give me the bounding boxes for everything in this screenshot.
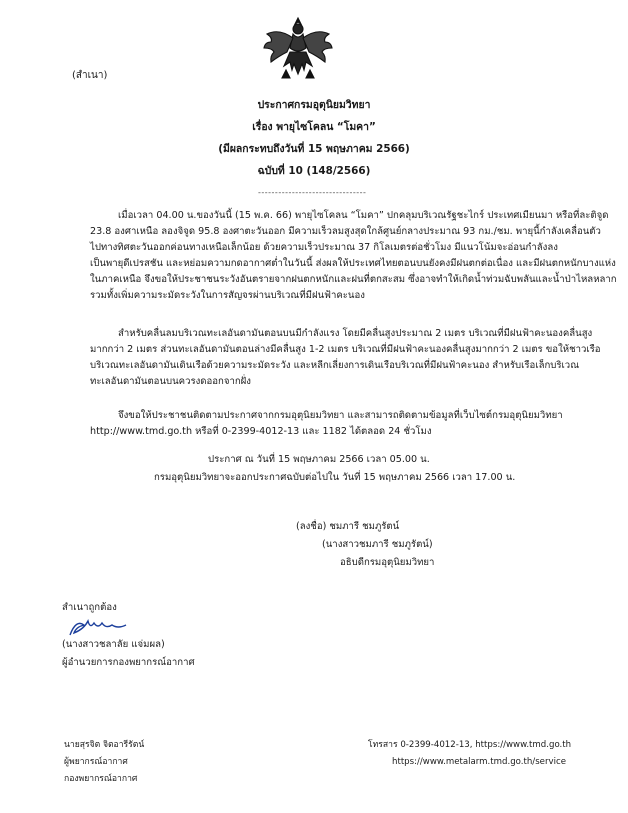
header-separator: -------------------------------- — [258, 188, 366, 197]
footer-fax-link[interactable]: โทรสาร 0-2399-4012-13, https://www.tmd.go.th — [368, 740, 572, 750]
text-line: http://www.tmd.go.th หรือที่ 0-2399-4012-13 และ 1182 ได้ตลอด 24 ชั่วโมง — [90, 426, 432, 437]
agency-title: ประกาศกรมอุตุนิยมวิทยา — [257, 99, 371, 111]
certifier-title: ผู้อำนวยการกองพยากรณ์อากาศ — [62, 657, 195, 668]
certifier-name: (นางสาวชลาลัย แจ่มผล) — [62, 639, 165, 650]
subject-title: เรื่อง พายุไซโคลน “โมคา” — [252, 121, 376, 133]
effective-date: (มีผลกระทบถึงวันที่ 15 พฤษภาคม 2566) — [218, 143, 410, 155]
text-line: ไปทางทิศตะวันออกค่อนทางเหนือเล็กน้อย ด้วยความเร็วประมาณ 37 กิโลเมตรต่อชั่วโมง มีแนวโน้มจะอ่อนกำลังลง — [90, 242, 558, 253]
paragraph-1 — [90, 208, 617, 304]
paragraph-2 — [90, 326, 601, 390]
copy-tag: (สำเนา) — [72, 70, 108, 81]
footer-title-2: กองพยากรณ์อากาศ — [64, 774, 138, 784]
text-line: ในภาคเหนือ จึงขอให้ประชาชนระวังอันตรายจากฝนตกหนักและฝนที่ตกสะสม ซึ่งอาจทำให้เกิดน้ำท่วมฉับพลันและน้ำป่าไหลหลาก — [90, 274, 617, 285]
signer-title: อธิบดีกรมอุตุนิยมวิทยา — [340, 557, 435, 568]
next-issue: กรมอุตุนิยมวิทยาจะออกประกาศฉบับต่อไปใน วันที่ 15 พฤษภาคม 2566 เวลา 17.00 น. — [154, 472, 516, 483]
announced-date: ประกาศ ณ วันที่ 15 พฤษภาคม 2566 เวลา 05.00 น. — [208, 454, 430, 465]
handwritten-signature-icon — [66, 617, 136, 639]
text-line: จึงขอให้ประชาชนติดตามประกาศจากกรมอุตุนิยมวิทยา และสามารถติดตามข้อมูลที่เว็บไซต์กรมอุตุนิยมวิทยา — [118, 410, 563, 421]
signer-name: (นางสาวชมภารี ชมภูรัตน์) — [322, 539, 433, 550]
footer-service-link[interactable]: https://www.metalarm.tmd.go.th/service — [392, 757, 566, 767]
text-line: สำหรับคลื่นลมบริเวณทะเลอันดามันตอนบนมีกำลังแรง โดยมีคลื่นสูงประมาณ 2 เมตร บริเวณที่มีฝนฟ้าคะนองคลื่นสูง — [118, 328, 593, 339]
text-line: บริเวณทะเลอันดามันเดินเรือด้วยความระมัดระวัง และหลีกเลี่ยงการเดินเรือบริเวณที่มีฝนฟ้าคะนอง สำหรับเรือเล็กบริเวณ — [90, 360, 580, 371]
issue-number: ฉบับที่ 10 (148/2566) — [257, 165, 371, 177]
text-line: รวมทั้งเพิ่มความระมัดระวังในการสัญจรผ่านบริเวณที่มีฝนฟ้าคะนอง — [90, 290, 365, 301]
certified-label: สำเนาถูกต้อง — [62, 602, 117, 613]
text-line: เป็นพายุดีเปรสชัน และหย่อมความกดอากาศต่ำในวันนี้ ส่งผลให้ประเทศไทยตอนบนยังคงมีฝนตกต่อเนื่อง และมีฝนตกหนักบางแห่ง — [90, 258, 616, 269]
signed-by: (ลงชื่อ) ชมภารี ชมภูรัตน์ — [296, 521, 400, 532]
text-line: มากกว่า 2 เมตร ส่วนทะเลอันดามันตอนล่างมีคลื่นสูง 1-2 เมตร บริเวณที่มีฝนฟ้าคะนองคลื่นสูงมากกว่า 2 เมตร ขอให้ชาวเรือ — [90, 344, 601, 355]
footer-title-1: ผู้พยากรณ์อากาศ — [64, 757, 128, 767]
paragraph-3 — [90, 408, 568, 440]
garuda-emblem-icon — [262, 14, 334, 84]
footer-name: นายสุรจิต จิตอารีรัตน์ — [64, 740, 145, 750]
text-line: 23.8 องศาเหนือ ลองจิจูด 95.8 องศาตะวันออก มีความเร็วลมสูงสุดใกล้ศูนย์กลางประมาณ 93 กม./ชม. พายุนี้กำลังเคลื่อนตัว — [90, 226, 601, 237]
text-line: ทะเลอันดามันตอนบนควรงดออกจากฝั่ง — [90, 376, 251, 387]
text-line: เมื่อเวลา 04.00 น.ของวันนี้ (15 พ.ค. 66) พายุไซโคลน “โมคา” ปกคลุมบริเวณรัฐชะไกร์ ประเทศเมียนมา หรือที่ละติจูด — [118, 210, 609, 221]
